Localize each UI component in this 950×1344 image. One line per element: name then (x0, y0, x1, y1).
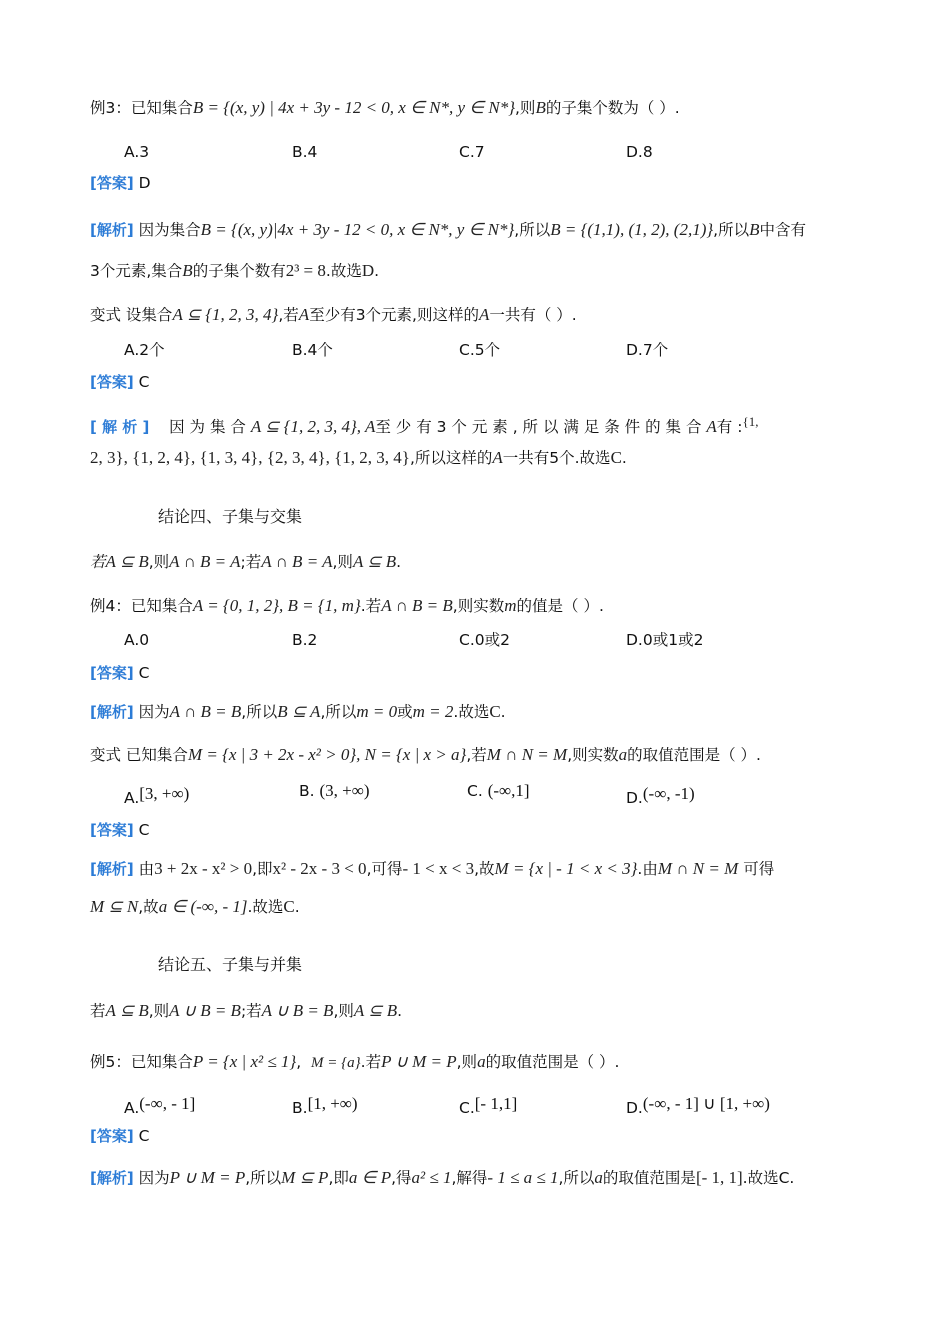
text: 因为 (138, 703, 170, 721)
math-expression: [- 1, 1] (695, 1168, 743, 1187)
math-var: a (594, 1168, 603, 1187)
text: 有 : (716, 418, 743, 436)
option-value: [3, +∞) (139, 784, 190, 803)
question-suffix: 的取值范围是（ ）. (485, 1053, 620, 1071)
answer-tag: [答案] (90, 1127, 134, 1145)
text: 的子集个数有 (192, 262, 286, 280)
section-5-rule (90, 999, 862, 1023)
question-prefix: 例4：已知集合 (90, 597, 193, 615)
math-var: m (504, 596, 517, 615)
answer-tag: [答案] (90, 664, 134, 682)
math-expression: A ∩ B = B (381, 596, 453, 615)
text: ,所以 (241, 703, 278, 721)
answer-value: C (138, 373, 150, 391)
math-expression: A ∩ B = A (169, 552, 241, 571)
text: 的取值范围是 (602, 1169, 696, 1187)
option-c (467, 779, 530, 803)
question-prefix: 变式 设集合 (90, 306, 173, 324)
math-var: C (489, 702, 501, 721)
math-expression: M = {a} (311, 1055, 361, 1071)
option-b (299, 779, 370, 803)
text: .故选 (325, 262, 362, 280)
text: ,所以 (514, 221, 551, 239)
text: . (294, 898, 300, 916)
text: ,则 (456, 1053, 478, 1071)
option-d (626, 1092, 770, 1120)
option-value: (-∞, - 1] ∪ [1, +∞) (642, 1094, 770, 1113)
example-3-analysis-line-1 (90, 218, 862, 242)
math-expression: P = {x | x² ≤ 1} (192, 1052, 297, 1071)
math-expression: A ∪ B = B (169, 1001, 241, 1020)
option-label: B. (292, 1099, 308, 1117)
text: ,则 (515, 99, 536, 117)
variant-3-question (90, 303, 862, 327)
text: 一共有5个.故选 (502, 449, 611, 467)
math-expression: 2³ = 8 (285, 261, 326, 280)
text: . (621, 449, 627, 467)
text: ;若 (240, 553, 262, 571)
text: ,则 (148, 1002, 170, 1020)
option-b: B.4 (292, 143, 318, 161)
math-expression: a² ≤ 1 (411, 1168, 452, 1187)
math-expression: M ⊆ P (281, 1168, 329, 1187)
text: ,所以 (713, 221, 750, 239)
option-a: A.0 (124, 631, 150, 649)
math-var: a (618, 745, 628, 764)
math-expression: a ∈ P (348, 1168, 392, 1187)
text: . (397, 1002, 403, 1020)
text: ,故 (138, 898, 159, 916)
variant-3-analysis-line-1 (90, 410, 862, 439)
option-label: C. (459, 1099, 475, 1117)
text: ,所以 (558, 1169, 595, 1187)
example-5-question (90, 1050, 862, 1075)
answer-tag: [答案] (90, 821, 134, 839)
text: ,得 (391, 1169, 412, 1187)
math-expression: A = {0, 1, 2}, B = {1, m} (192, 596, 361, 615)
math-expression: M ∩ N = M (657, 859, 739, 878)
option-a (124, 782, 189, 810)
answer-value: C (138, 664, 150, 682)
answer-value: C (138, 821, 150, 839)
section-4-rule (90, 550, 862, 574)
math-expression: A ∩ B = A (261, 552, 333, 571)
variant-4-answer (90, 818, 862, 842)
variant-3-analysis-line-2 (90, 446, 862, 470)
option-a (124, 1092, 195, 1120)
math-expression: B = {(x, y)|4x + 3y - 12 < 0, x ∈ N*, y ∈ N*} (200, 220, 515, 239)
option-label: D. (626, 1099, 643, 1117)
text: ,解得 (451, 1169, 488, 1187)
math-expression: 2, 3}, {1, 2, 4}, {1, 3, 4}, {2, 3, 4}, {1, 2, 3, 4} (90, 448, 410, 467)
math-expression: A ⊆ B (105, 1001, 149, 1020)
text: ,若 (278, 306, 299, 324)
example-5-analysis (90, 1166, 862, 1190)
text: ,可得 (366, 860, 403, 878)
example-4-answer (90, 661, 862, 685)
text: ,即 (252, 860, 273, 878)
variant-4-analysis-line-1 (90, 857, 862, 881)
math-expression: 3 + 2x - x² > 0 (154, 859, 253, 878)
answer-value: D (138, 174, 151, 192)
text: ,则 (333, 1002, 354, 1020)
question-prefix: 例3：已知集合 (90, 99, 193, 117)
math-expression: A ⊆ {1, 2, 3, 4}, A (250, 417, 376, 436)
text: ,则实数 (452, 597, 505, 615)
text: ,即 (328, 1169, 349, 1187)
example-3-question (90, 96, 862, 120)
option-d: D.8 (626, 143, 653, 161)
text: 可得 (743, 860, 775, 878)
option-b: B.4个 (292, 341, 333, 359)
text: , (296, 1053, 302, 1071)
text: 由 (138, 860, 155, 878)
text: .故选C. (742, 1169, 795, 1187)
text: 因为集合 (138, 221, 201, 239)
example-5-answer (90, 1124, 862, 1148)
text: .由 (637, 860, 658, 878)
option-value: (3, +∞) (319, 781, 370, 800)
answer-tag: [答案] (90, 373, 134, 391)
option-a: A.2个 (124, 341, 165, 359)
section-4-title: 结论四、子集与交集 (158, 507, 303, 526)
math-expression: m = 2 (412, 702, 454, 721)
math-expression: B = {(1,1), (1, 2), (2,1)} (550, 220, 714, 239)
math-var: B (535, 98, 546, 117)
math-expression: B ⊆ A (277, 702, 321, 721)
question-suffix: 的子集个数为（ ）. (545, 99, 680, 117)
text: 若 (90, 553, 106, 571)
option-label: A. (124, 789, 140, 807)
option-b (292, 1092, 358, 1120)
analysis-tag: [解析] (90, 221, 134, 239)
math-expression: P ∪ M = P (169, 1168, 246, 1187)
text: ,则 (148, 553, 170, 571)
answer-tag: [答案] (90, 174, 134, 192)
text: ,则实数 (567, 746, 619, 764)
text: 若 (90, 1002, 106, 1020)
math-expression: A ⊆ B (353, 1001, 398, 1020)
option-c (459, 1092, 517, 1120)
question-suffix: 的取值范围是（ ）. (627, 746, 761, 764)
analysis-tag: [解析] (90, 703, 134, 721)
option-value: [- 1,1] (474, 1094, 518, 1113)
text: . (500, 703, 506, 721)
math-expression: M ∩ N = M (486, 745, 568, 764)
math-expression: {1, (742, 414, 759, 429)
option-label: C. (467, 782, 483, 800)
text: 至少有3个元素,则这样的 (309, 306, 479, 324)
math-expression: x² - 2x - 3 < 0 (272, 859, 367, 878)
option-b: B.2 (292, 631, 318, 649)
math-var: A (706, 417, 717, 436)
math-var: A (478, 305, 490, 324)
option-label: A. (124, 1099, 140, 1117)
option-a: A.3 (124, 143, 150, 161)
example-4-question (90, 594, 862, 618)
option-c: C.0或2 (459, 631, 510, 649)
text: .故选 (247, 898, 284, 916)
math-expression: A ⊆ B (105, 552, 149, 571)
math-var: a (477, 1052, 486, 1071)
analysis-tag: [ 解 析 ] (90, 418, 150, 436)
math-expression: m = 0 (356, 702, 398, 721)
math-expression: M = {x | - 1 < x < 3} (494, 859, 638, 878)
text: ,则 (332, 553, 353, 571)
math-expression: - 1 ≤ a ≤ 1 (487, 1168, 559, 1187)
example-3-answer (90, 171, 862, 195)
text: 3个元素,集合 (90, 262, 183, 280)
text: ,若 (466, 746, 487, 764)
text: . (374, 262, 380, 280)
math-var: C (610, 448, 622, 467)
math-var: A (298, 305, 310, 324)
option-value: [1, +∞) (307, 1094, 358, 1113)
question-prefix: 例5：已知集合 (90, 1053, 193, 1071)
math-var: A (492, 448, 503, 467)
math-expression: A ⊆ B (352, 552, 397, 571)
text: .故选 (453, 703, 490, 721)
text: . (396, 553, 402, 571)
math-var: C (283, 897, 295, 916)
math-var: B (182, 261, 193, 280)
option-d: D.0或1或2 (626, 631, 704, 649)
option-value: (-∞,1] (487, 781, 530, 800)
math-expression: M ⊆ N (90, 897, 139, 916)
text: .若 (360, 1053, 382, 1071)
text: 因 为 集 合 (169, 418, 246, 436)
question-suffix: 的值是（ ）. (516, 597, 604, 615)
example-4-analysis (90, 700, 862, 724)
variant-3-answer (90, 370, 862, 394)
section-5-title: 结论五、子集与并集 (158, 955, 303, 974)
math-expression: M = {x | 3 + 2x - x² > 0}, N = {x | x > a} (187, 745, 467, 764)
text: ,所以 (245, 1169, 282, 1187)
math-var: D (361, 261, 375, 280)
text: 至 少 有 3 个 元 素 , 所 以 满 足 条 件 的 集 合 (375, 418, 702, 436)
variant-4-question (90, 743, 862, 767)
text: ,所以 (320, 703, 357, 721)
option-value: (-∞, -1) (642, 784, 695, 803)
text: .若 (360, 597, 382, 615)
text: 中含有 (759, 221, 806, 239)
text: ;若 (240, 1002, 262, 1020)
option-c: C.5个 (459, 341, 501, 359)
option-label: B. (299, 782, 315, 800)
math-expression: A ⊆ {1, 2, 3, 4} (172, 305, 279, 324)
set-b-definition: B = {(x, y) | 4x + 3y - 12 < 0, x ∈ N*, y ∈ N*} (192, 98, 515, 117)
option-label: D. (626, 789, 643, 807)
question-suffix: 一共有（ ）. (489, 306, 577, 324)
math-expression: P ∪ M = P (381, 1052, 457, 1071)
math-expression: a ∈ (-∞, - 1] (158, 897, 248, 916)
math-expression: - 1 < x < 3 (402, 859, 475, 878)
example-3-analysis-line-2 (90, 259, 862, 283)
text: 或 (397, 703, 413, 721)
math-expression: A ∩ B = B (169, 702, 242, 721)
analysis-tag: [解析] (90, 860, 134, 878)
question-prefix: 变式 已知集合 (90, 746, 188, 764)
math-var: B (749, 220, 760, 239)
math-expression: A ∪ B = B (261, 1001, 334, 1020)
text: ,故 (474, 860, 495, 878)
option-value: (-∞, - 1] (139, 1094, 196, 1113)
variant-4-analysis-line-2 (90, 895, 862, 919)
option-d (626, 782, 695, 810)
text: ,所以这样的 (409, 449, 493, 467)
option-d: D.7个 (626, 341, 669, 359)
option-c: C.7 (459, 143, 485, 161)
answer-value: C (138, 1127, 150, 1145)
text: 因为 (138, 1169, 170, 1187)
analysis-tag: [解析] (90, 1169, 134, 1187)
